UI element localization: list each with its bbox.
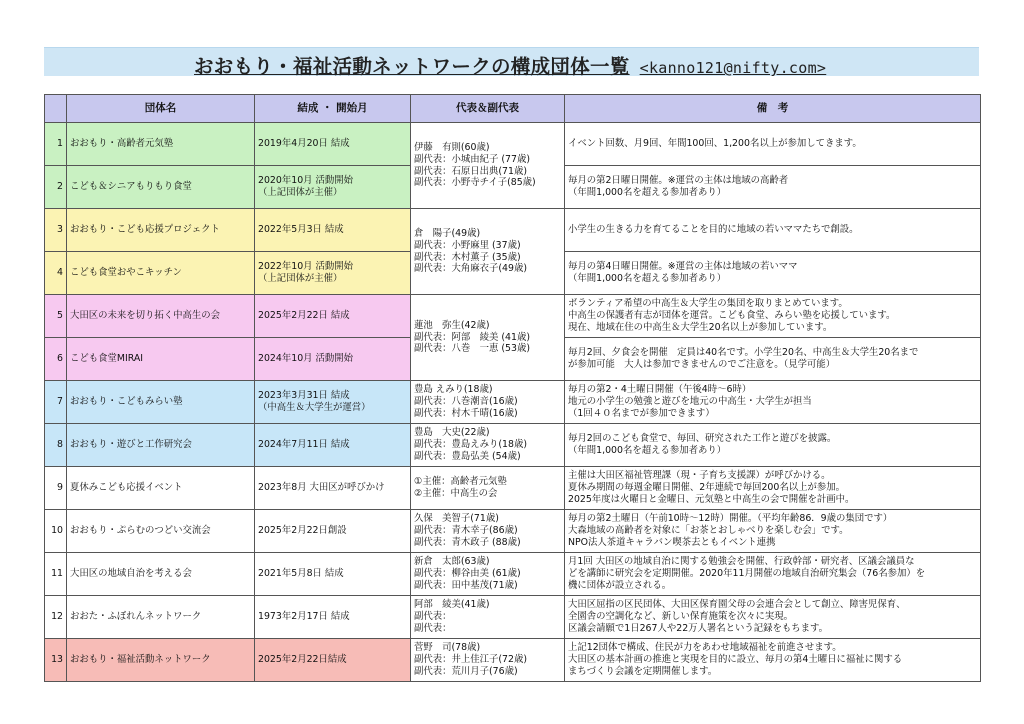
note-cell: 毎月の第2土曜日（午前10時～12時）開催。（平均年齢86．9歳の集団です） 大森地域の高齢者を対象に「お茶とおしゃべりを楽しむ会」です。 NPO法人茶道キャラバン喫茶去ともイベント連携 <box>565 510 981 553</box>
start-date: 2024年10月 活動開始 <box>255 338 411 381</box>
row-number: 3 <box>45 209 67 252</box>
header-note: 備 考 <box>565 95 981 123</box>
row-number: 11 <box>45 553 67 596</box>
start-date: 2021年5月8日 結成 <box>255 553 411 596</box>
table-row <box>45 467 981 510</box>
rep-cell: 菅野 司(78歳) 副代表：井上佳江子(72歳) 副代表：荒川月子(76歳) <box>411 639 565 682</box>
start-date: 2022年5月3日 結成 <box>255 209 411 252</box>
rep-cell: 倉 陽子(49歳) 副代表：小野麻里 (37歳) 副代表：木村薫子 (35歳) 副代表：大角麻衣子(49歳) <box>411 209 565 295</box>
note-cell: 毎月の第2・4土曜日開催（午後4時～6時） 地元の小学生の勉強と遊びを地元の中高生・大学生が担当 （1回４０名までが参加できます） <box>565 381 981 424</box>
row-number: 2 <box>45 166 67 209</box>
row-number: 5 <box>45 295 67 338</box>
table-header-row <box>45 95 981 123</box>
start-date: 2020年10月 活動開始 （上記団体が主催） <box>255 166 411 209</box>
row-number: 4 <box>45 252 67 295</box>
note-cell: 毎月2回のこども食堂で、毎回、研究された工作と遊びを披露。 （年間1,000名を超える参加者あり） <box>565 424 981 467</box>
rep-cell: 豊島 えみり(18歳) 副代表：八巻潮音(16歳) 副代表：村木千晴(16歳) <box>411 381 565 424</box>
note-cell: 大田区屈指の区民団体、大田区保育園父母の会連合会として創立、障害児保育、 全園舎の空調化など、新しい保育施策を次々に実現。 区議会請願で1日267人や22万人署名という記録をもちます。 <box>565 596 981 639</box>
start-date: 1973年2月17日 結成 <box>255 596 411 639</box>
note-cell: 月1回 大田区の地域自治に関する勉強会を開催、行政幹部・研究者、区議会議員な どを講師に研究会を定期開催。2020年11月開催の地域自治研究集会（76名参加）を 機に団体が設立される。 <box>565 553 981 596</box>
org-name: こども食堂おやこキッチン <box>67 252 255 295</box>
rep-cell: 新倉 太郎(63歳) 副代表：柳谷由美 (61歳) 副代表：田中基茂(71歳) <box>411 553 565 596</box>
title-bar <box>44 47 979 76</box>
rep-cell: 豊島 大史(22歳) 副代表：豊島えみり(18歳) 副代表：豊島弘美 (54歳) <box>411 424 565 467</box>
rep-cell: ①主催：高齢者元気塾 ②主催：中高生の会 <box>411 467 565 510</box>
table-row <box>45 639 981 682</box>
row-number: 13 <box>45 639 67 682</box>
start-date: 2024年7月11日 結成 <box>255 424 411 467</box>
start-date: 2023年3月31日 結成 （中高生＆大学生が運営） <box>255 381 411 424</box>
table-row <box>45 510 981 553</box>
row-number: 12 <box>45 596 67 639</box>
org-name: おおもり・こどもみらい塾 <box>67 381 255 424</box>
org-name: おおもり・高齢者元気塾 <box>67 123 255 166</box>
row-number: 1 <box>45 123 67 166</box>
table-row <box>45 381 981 424</box>
table-row <box>45 553 981 596</box>
table-row <box>45 295 981 338</box>
rep-cell: 阿部 綾美(41歳) 副代表： 副代表： <box>411 596 565 639</box>
org-name: おおもり・遊びと工作研究会 <box>67 424 255 467</box>
note-cell: イベント回数、月9回、年間100回、1,200名以上が参加してきます。 <box>565 123 981 166</box>
org-name: おおもり・こども応援プロジェクト <box>67 209 255 252</box>
org-name: おおた・ふぼれんネットワーク <box>67 596 255 639</box>
org-name: おおもり・福祉活動ネットワーク <box>67 639 255 682</box>
table-row <box>45 424 981 467</box>
page-title <box>194 51 826 79</box>
start-date: 2025年2月22日 結成 <box>255 295 411 338</box>
table-row <box>45 209 981 252</box>
row-number: 10 <box>45 510 67 553</box>
note-cell: 上記12団体で構成、住民が力をあわせ地域福祉を前進させます。 大田区の基本計画の推進と実現を目的に設立、毎月の第4土曜日に福祉に関する まちづくり会議を定期開催します。 <box>565 639 981 682</box>
row-number: 7 <box>45 381 67 424</box>
note-cell: 毎月の第4日曜日開催。※運営の主体は地域の若いママ （年間1,000名を超える参加者あり） <box>565 252 981 295</box>
rep-cell: 久保 美智子(71歳) 副代表：青木幸子(86歳) 副代表：青木政子 (88歳) <box>411 510 565 553</box>
header-number <box>45 95 67 123</box>
header-start: 結成 ・ 開始月 <box>255 95 411 123</box>
row-number: 8 <box>45 424 67 467</box>
start-date: 2022年10月 活動開始 （上記団体が主催） <box>255 252 411 295</box>
header-rep: 代表＆副代表 <box>411 95 565 123</box>
rep-cell: 蓮池 弥生(42歳) 副代表：阿部 綾美 (41歳) 副代表：八巻 一恵 (53歳) <box>411 295 565 381</box>
organization-table <box>44 94 981 682</box>
note-cell: 小学生の生きる力を育てることを目的に地域の若いママたちで創設。 <box>565 209 981 252</box>
table-row <box>45 596 981 639</box>
start-date: 2025年2月22日結成 <box>255 639 411 682</box>
header-name: 団体名 <box>67 95 255 123</box>
table-row <box>45 123 981 166</box>
start-date: 2019年4月20日 結成 <box>255 123 411 166</box>
start-date: 2023年8月 大田区が呼びかけ <box>255 467 411 510</box>
row-number: 9 <box>45 467 67 510</box>
org-name: こども＆シニアもりもり食堂 <box>67 166 255 209</box>
note-cell: 毎月2回、夕食会を開催 定員は40名です。小学生20名、中高生＆大学生20名まで が参加可能 大人は参加できませんのでご注意を。（見学可能） <box>565 338 981 381</box>
start-date: 2025年2月22日創設 <box>255 510 411 553</box>
org-name: 大田区の地域自治を考える会 <box>67 553 255 596</box>
org-name: 大田区の未来を切り拓く中高生の会 <box>67 295 255 338</box>
org-name: 夏休みこども応援イベント <box>67 467 255 510</box>
row-number: 6 <box>45 338 67 381</box>
note-cell: 主催は大田区福祉管理課（現・子育ち支援課）が呼びかける。 夏休み期間の毎週金曜日開催、2年連続で毎回200名以上が参加。 2025年度は火曜日と金曜日、元気塾と中高生の会で開催を計画中。 <box>565 467 981 510</box>
title-email-link[interactable]: <kanno121@nifty.com> <box>639 59 827 77</box>
note-cell: ボランティア希望の中高生＆大学生の集団を取りまとめています。 中高生の保護者有志が団体を運営。こども食堂、みらい塾を応援しています。 現在、地域在住の中高生＆大学生20名以上が参加しています。 <box>565 295 981 338</box>
note-cell: 毎月の第2日曜日開催。※運営の主体は地域の高齢者 （年間1,000名を超える参加者あり） <box>565 166 981 209</box>
rep-cell: 伊藤 有則(60歳) 副代表：小城由紀子 (77歳) 副代表：石原日出典(71歳) 副代表：小野寺チイ子(85歳) <box>411 123 565 209</box>
title-main: おおもり・福祉活動ネットワークの構成団体一覧 <box>194 55 630 78</box>
org-name: おおもり・ぷらむのつどい交流会 <box>67 510 255 553</box>
org-name: こども食堂MIRAI <box>67 338 255 381</box>
